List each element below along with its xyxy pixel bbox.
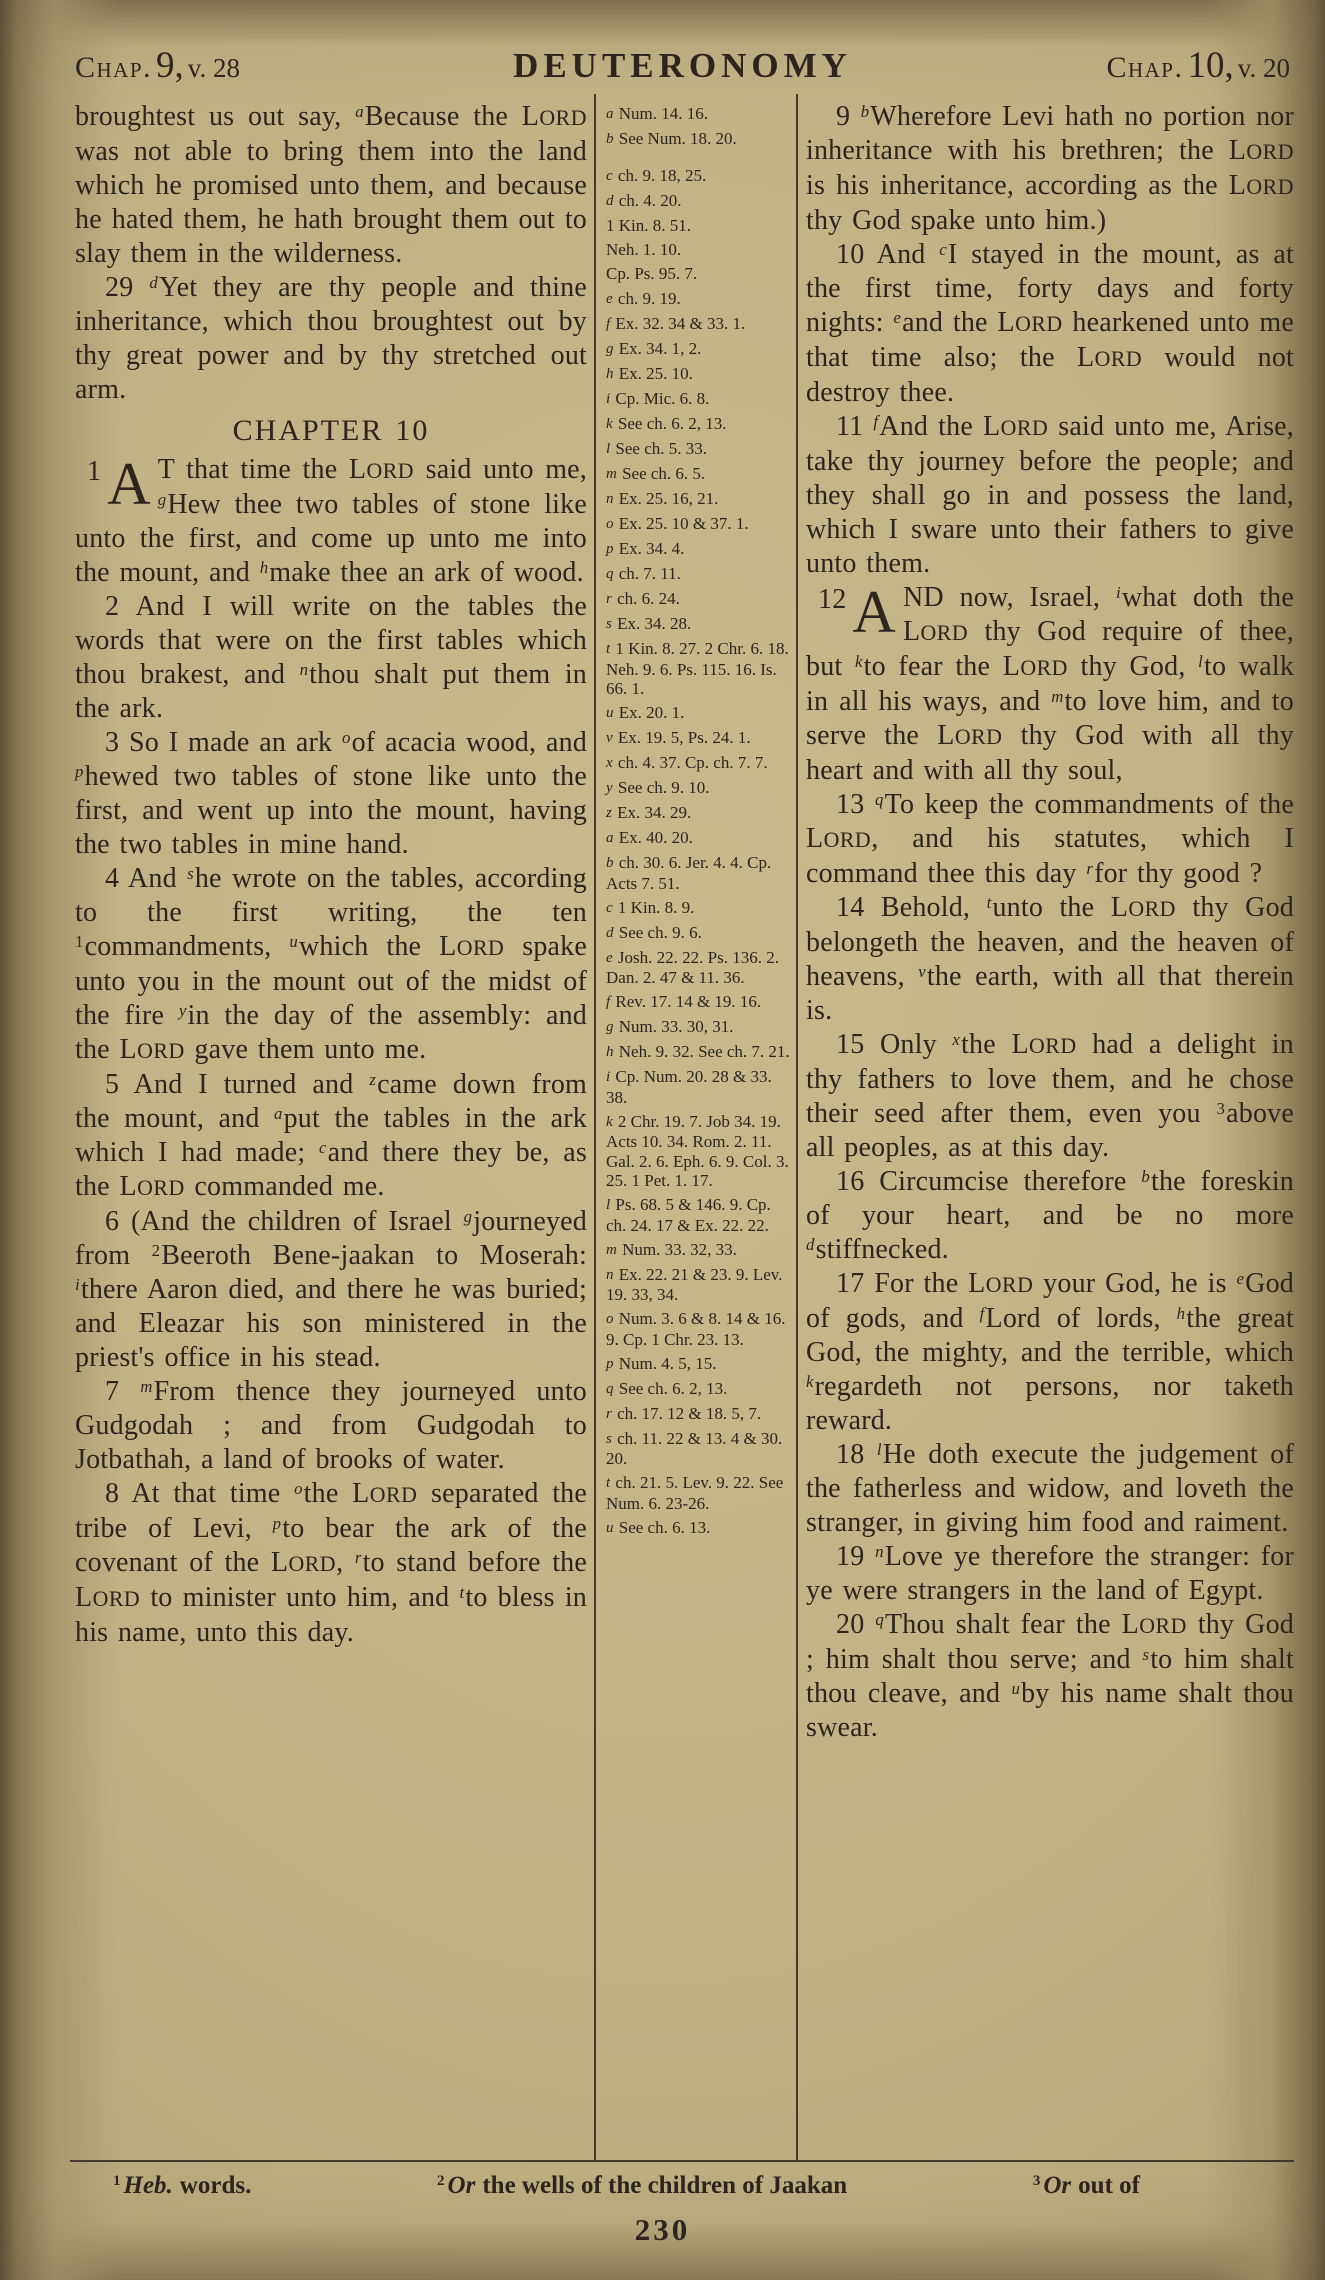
verse-paragraph: 2 And I will write on the tables the words that were on the first tables which thou brakest, and $^n$thou shalt put them in the ark. [75, 591, 587, 724]
divine-name-small-caps: LORD [119, 1171, 185, 1202]
cross-reference-mark: c [319, 1137, 327, 1157]
cross-reference-mark: i [75, 1274, 80, 1294]
cross-reference-entry: o Ex. 25. 10 & 37. 1. [606, 514, 749, 533]
cross-reference-entry: l Ps. 68. 5 & 146. 9. Cp. ch. 24. 17 & Ex. 22. 22. [606, 1195, 771, 1235]
running-head-right [852, 44, 1290, 87]
reference-mark: r [606, 591, 612, 607]
cross-reference-mark: l [1198, 651, 1204, 671]
verse-paragraph: 15 Only $^x$the LORD had a delight in thy fathers to love them, and he chose their seed after them, even you $^3$above all peoples, as at this day. [806, 1029, 1294, 1163]
cross-reference-entry: c 1 Kin. 8. 9. [606, 897, 695, 917]
cross-reference-entry: h Ex. 25. 10. [606, 364, 693, 383]
cross-reference-mark: k [806, 1371, 814, 1391]
divine-name-small-caps: LORD [902, 616, 969, 647]
divine-name-small-caps: LORD [439, 931, 505, 962]
verse-paragraph: 12 A ND now, Israel, $^i$what doth the LORD thy God require of thee, but $^k$to fear the LORD thy God, $^l$to walk in all his ways, and $^m$to love him, and to serve the LORD thy God with all thy heart and with all thy soul, [806, 579, 1295, 786]
cross-reference-mark: s [1142, 1644, 1150, 1664]
footnote-divider [70, 2160, 1294, 2162]
cross-reference-mark: e [893, 307, 902, 327]
cross-reference-entry: g Num. 33. 30, 31. [606, 1017, 734, 1036]
reference-mark: m [606, 1241, 617, 1258]
reference-mark: r [606, 1405, 612, 1422]
cross-reference-entry: q ch. 7. 11. [606, 564, 681, 583]
footnote-lead: Heb. [123, 2172, 173, 2199]
divine-name-small-caps: LORD [968, 1268, 1034, 1299]
verse-reference: v. 20 [1237, 53, 1290, 83]
reference-mark: z [606, 805, 612, 821]
cross-reference-mark: u [1011, 1678, 1021, 1698]
footnote-number: 3 [1032, 2172, 1041, 2189]
cross-reference-entry: v Ex. 19. 5, Ps. 24. 1. [606, 728, 751, 747]
reference-mark: f [606, 316, 611, 332]
cross-reference-mark: i [1115, 582, 1121, 602]
cross-reference-mark: q [875, 789, 884, 809]
footnote-lead: Or [447, 2172, 476, 2199]
cross-reference-entry: n Ex. 25. 16, 21. [606, 489, 719, 508]
cross-reference-entry: e Josh. 22. 22. Ps. 136. 2. Dan. 2. 47 & 11. 36. [606, 947, 779, 987]
cross-reference-entry: Neh. 1. 10. [606, 239, 682, 259]
divine-name-small-caps: LORD [1121, 1609, 1187, 1640]
cross-reference-mark: q [875, 1609, 884, 1629]
reference-mark: x [606, 755, 613, 771]
page-number: 230 [634, 2212, 691, 2247]
cross-reference-mark: a [355, 101, 364, 121]
reference-mark: d [606, 924, 614, 941]
reference-mark: u [606, 1519, 614, 1536]
verse-paragraph: 19 $^n$Love ye therefore the stranger: for ye were strangers in the land of Egypt. [806, 1541, 1294, 1606]
divine-name-small-caps: LORD [1228, 170, 1294, 201]
divine-name-small-caps: LORD [119, 1034, 185, 1065]
cross-reference-mark: r [1086, 858, 1094, 878]
chapter-heading: CHAPTER 10 [232, 414, 430, 447]
reference-mark: h [606, 1044, 614, 1060]
cross-reference-entry: f Rev. 17. 14 & 19. 16. [606, 992, 762, 1011]
reference-mark: i [606, 391, 611, 407]
cross-reference-mark: o [341, 727, 351, 747]
reference-mark: t [606, 1475, 611, 1491]
footnote-mark: 2 [151, 1240, 161, 1260]
divine-name-small-caps: LORD [937, 720, 1003, 751]
cross-reference-entry: a Num. 14. 16. [606, 104, 708, 123]
cross-reference-mark: d [806, 1234, 815, 1254]
footnote-text: the wells of the children of Jaakan [482, 2172, 848, 2199]
cross-reference-mark: y [178, 1000, 187, 1020]
cross-reference-entry: 1 Kin. 8. 51. [606, 215, 691, 235]
cross-reference-entry: i Cp. Mic. 6. 8. [606, 389, 710, 408]
verse-paragraph: 16 Circumcise therefore $^b$the foreskin of your heart, and be no more $^d$stiffnecked. [806, 1166, 1294, 1265]
cross-reference-entry: f Ex. 32. 34 & 33. 1. [606, 314, 746, 333]
reference-mark: b [606, 855, 614, 871]
divine-name-small-caps: LORD [1011, 1029, 1077, 1060]
cross-reference-entry: z Ex. 34. 29. [606, 803, 692, 822]
verse-paragraph: 5 And I turned and $^z$came down from the mount, and $^a$put the tables in the ark which I had made; $^c$and there they be, as the LORD commanded me. [75, 1069, 587, 1202]
reference-mark: k [606, 416, 613, 432]
divine-name-small-caps: LORD [270, 1547, 337, 1578]
cross-reference-mark: g [157, 489, 167, 509]
cross-reference-entry: p Num. 4. 5, 15. [606, 1353, 717, 1373]
verse-paragraph: 3 So I made an ark $^o$of acacia wood, and $^p$hewed two tables of stone like unto the first, and went up into the mount, having the two tables in mine hand. [75, 727, 587, 860]
column-divider-left [594, 94, 596, 2162]
cross-reference-entry: q See ch. 6. 2, 13. [606, 1378, 728, 1398]
cross-reference-mark: f [873, 411, 879, 431]
cross-reference-entry: c ch. 9. 18, 25. [606, 165, 707, 185]
footnote-number: 2 [437, 2172, 445, 2189]
drop-cap [818, 579, 896, 645]
footnote [1033, 2172, 1140, 2200]
drop-cap [87, 451, 151, 517]
verse-paragraph: 4 And $^s$he wrote on the tables, according to the first writing, the ten $^1$commandments, $^u$which the LORD spake unto you in the mount out of the midst of the fire $^y$in the day of the assembly: and the LORD gave them unto me. [75, 863, 587, 1065]
cross-reference-mark: p [272, 1513, 282, 1533]
cross-reference-entry: s Ex. 34. 28. [606, 614, 692, 633]
verse-paragraph: 13 $^q$To keep the commandments of the LORD, and his statutes, which I command thee this day $^r$for thy good ? [806, 789, 1294, 889]
cross-reference-mark: b [860, 101, 870, 121]
verse-paragraph: 10 And $^c$I stayed in the mount, as at the first time, forty days and forty nights: $^e$and the LORD hearkened unto me that time also; the LORD would not destroy thee. [806, 239, 1295, 408]
reference-mark: p [606, 1355, 614, 1372]
running-head [75, 44, 1290, 87]
reference-mark: u [606, 705, 614, 721]
cross-reference-mark: l [876, 1439, 882, 1459]
verse-paragraph: 29 $^d$Yet they are thy people and thine inheritance, which thou broughtest out by thy great power and by thy stretched out arm. [75, 272, 587, 405]
reference-mark: c [606, 899, 613, 916]
cross-reference-mark: k [854, 651, 863, 671]
divine-name-small-caps: LORD [1228, 135, 1294, 166]
cross-reference-entry: e ch. 9. 19. [606, 289, 681, 308]
chapter-label: Chap. [1106, 51, 1184, 84]
chapter-number: 9, [156, 45, 184, 86]
cross-reference-entry: u See ch. 6. 13. [606, 1517, 711, 1537]
cross-reference-entry: y See ch. 9. 10. [606, 778, 710, 797]
cross-reference-mark: u [289, 931, 299, 951]
footnote-number: 1 [113, 2172, 121, 2189]
reference-mark: y [606, 780, 613, 796]
cross-reference-mark: t [986, 892, 992, 912]
cross-reference-entry: m Num. 33. 32, 33. [606, 1239, 737, 1259]
chapter-number: 10, [1187, 45, 1234, 86]
reference-mark: d [606, 192, 614, 209]
running-head-left [75, 44, 513, 87]
cross-reference-entry: l See ch. 5. 33. [606, 439, 708, 458]
footnote-mark: 1 [75, 931, 84, 951]
cross-reference-mark: s [187, 863, 194, 883]
cross-reference-mark: m [1051, 686, 1064, 706]
reference-mark: a [606, 830, 614, 846]
verse-paragraph: 11 $^f$And the LORD said unto me, Arise, take thy journey before the people; and they shall go in and possess the land, which I sware unto their fathers to give unto them. [806, 411, 1295, 579]
cross-reference-entry: k 2 Chr. 19. 7. Job 34. 19. Acts 10. 34. Rom. 2. 11. Gal. 2. 6. Eph. 6. 9. Col. 3. 25. 1 Pet. 1. 17. [606, 1111, 789, 1190]
cross-reference-entry: i Cp. Num. 20. 28 & 33. 38. [606, 1067, 772, 1107]
cross-reference-entry: h Neh. 9. 32. See ch. 7. 21. [606, 1042, 790, 1061]
footnote-lead: Or [1043, 2172, 1072, 2199]
cross-reference-entry: g Ex. 34. 1, 2. [606, 339, 702, 358]
divine-name-small-caps: LORD [806, 823, 872, 854]
verse-paragraph: 14 Behold, $^t$unto the LORD thy God belongeth the heaven, and the heaven of heavens, $^v$the earth, with all that therein is. [806, 892, 1294, 1026]
cross-reference-entry: r ch. 6. 24. [606, 589, 680, 608]
cross-reference-entry: b See Num. 18. 20. [606, 129, 737, 148]
footnote-text: out of [1078, 2172, 1140, 2199]
cross-reference-entry: n Ex. 22. 21 & 23. 9. Lev. 19. 33, 34. [606, 1264, 783, 1304]
cross-reference-entry: a Ex. 40. 20. [606, 828, 693, 847]
right-text-column [806, 100, 1294, 1745]
cross-reference-mark: z [369, 1069, 377, 1089]
reference-mark: n [606, 1266, 614, 1283]
verse-paragraph: 18 $^l$He doth execute the judgement of the fatherless and widow, and loveth the stranger, in giving him food and raiment. [806, 1439, 1295, 1538]
cross-reference-entry: o Num. 3. 6 & 8. 14 & 16. 9. Cp. 1 Chr. 23. 13. [606, 1309, 786, 1349]
cross-reference-entry: Cp. Ps. 95. 7. [606, 263, 698, 283]
reference-mark: e [606, 291, 613, 307]
cross-reference-entry: u Ex. 20. 1. [606, 703, 685, 722]
reference-mark: s [606, 1430, 612, 1447]
cross-reference-mark: n [875, 1541, 884, 1561]
cross-reference-mark: d [149, 272, 158, 292]
divine-name-small-caps: LORD [521, 101, 587, 132]
cross-reference-mark: h [1176, 1303, 1186, 1323]
verse-paragraph: 9 $^b$Wherefore Levi hath no portion nor inheritance with his brethren; the LORD is his inheritance, according as the LORD thy God spake unto him.) [806, 101, 1294, 236]
cross-reference-mark: r [354, 1547, 362, 1567]
reference-mark: m [606, 466, 617, 482]
cross-reference-mark: m [140, 1376, 153, 1396]
verse-paragraph: 6 (And the children of Israel $^g$journeyed from $^2$Beeroth Bene-jaakan to Moserah: $^i$there Aaron died, and there he was buried; and Eleazar his son ministered in the priest's office in his stead. [75, 1206, 587, 1373]
reference-mark: a [606, 106, 614, 122]
reference-mark: l [606, 1197, 611, 1213]
reference-mark: k [606, 1113, 613, 1130]
reference-mark: b [606, 131, 614, 147]
cross-reference-mark: a [274, 1103, 283, 1123]
reference-mark: h [606, 366, 614, 382]
cross-reference-entry: d See ch. 9. 6. [606, 922, 702, 942]
reference-mark: n [606, 491, 614, 507]
reference-mark: q [606, 1380, 614, 1397]
verse-number: 1 [87, 456, 102, 487]
cross-reference-mark: f [979, 1303, 985, 1323]
divine-name-small-caps: LORD [1076, 342, 1143, 373]
footnote [437, 2172, 847, 2200]
drop-cap-letter: A [107, 451, 151, 517]
divine-name-small-caps: LORD [997, 307, 1063, 338]
cross-reference-entry: t 1 Kin. 8. 27. 2 Chr. 6. 18. Neh. 9. 6. Ps. 115. 16. Is. 66. 1. [606, 639, 789, 698]
verse-paragraph: 17 For the LORD your God, he is $^e$God of gods, and $^f$Lord of lords, $^h$the great God, the mighty, and the terrible, which $^k$regardeth not persons, nor taketh reward. [806, 1268, 1295, 1436]
chapter-label: Chap. [75, 51, 153, 84]
reference-mark: c [606, 167, 613, 184]
drop-cap-letter: A [852, 579, 896, 645]
reference-mark: l [606, 441, 611, 457]
cross-reference-mark: g [463, 1206, 473, 1226]
cross-reference-mark: e [1236, 1268, 1245, 1288]
cross-reference-entry: b ch. 30. 6. Jer. 4. 4. Cp. Acts 7. 51. [606, 853, 772, 893]
verse-paragraph: 20 $^q$Thou shalt fear the LORD thy God ; him shalt thou serve; and $^s$to him shalt thou cleave, and $^u$by his name shalt thou swear. [806, 1609, 1294, 1743]
divine-name-small-caps: LORD [348, 454, 415, 485]
verse-paragraph: 1 A T that time the LORD said unto me, $^g$Hew thee two tables of stone like unto the first, and come up unto me into the mount, and $^h$make thee an ark of wood. [75, 451, 587, 588]
cross-reference-entry: r ch. 17. 12 & 18. 5, 7. [606, 1403, 762, 1423]
cross-reference-mark: h [259, 557, 269, 577]
reference-mark: o [606, 1311, 614, 1327]
cross-reference-mark: b [1141, 1166, 1150, 1186]
left-text-column [75, 100, 587, 1650]
cross-reference-entry: t ch. 21. 5. Lev. 9. 22. See Num. 6. 23-26. [606, 1473, 784, 1513]
cross-reference-entry: p Ex. 34. 4. [606, 539, 685, 558]
cross-reference-entry: m See ch. 6. 5. [606, 464, 706, 483]
divine-name-small-caps: LORD [983, 411, 1049, 442]
divine-name-small-caps: LORD [352, 1478, 418, 1509]
verse-paragraph: 7 $^m$From thence they journeyed unto Gudgodah ; and from Gudgodah to Jotbathah, a land of brooks of water. [75, 1376, 587, 1475]
cross-reference-mark: n [299, 659, 309, 679]
reference-mark: p [606, 541, 614, 557]
cross-reference-mark: v [918, 961, 926, 981]
reference-mark: g [606, 1019, 614, 1035]
cross-reference-entry: d ch. 4. 20. [606, 190, 682, 210]
footnotes [75, 2172, 1290, 2200]
cross-reference-entry: x ch. 4. 37. Cp. ch. 7. 7. [606, 753, 768, 772]
cross-reference-column [606, 104, 790, 1543]
column-divider-right [796, 94, 798, 2162]
cross-reference-mark: o [294, 1478, 303, 1498]
divine-name-small-caps: LORD [1110, 892, 1176, 923]
divine-name-small-caps: LORD [1002, 651, 1068, 682]
reference-mark: v [606, 730, 613, 746]
footnote-mark: 3 [1216, 1098, 1226, 1118]
footnote [113, 2172, 251, 2200]
reference-mark: t [606, 641, 611, 657]
verse-number: 12 [818, 584, 847, 615]
verse-reference: v. 28 [187, 53, 241, 83]
cross-reference-entry: s ch. 11. 22 & 13. 4 & 30. 20. [606, 1428, 783, 1468]
cross-reference-mark: p [75, 761, 84, 781]
reference-mark: f [606, 994, 611, 1010]
cross-reference-mark: c [939, 239, 947, 259]
cross-reference-mark: x [952, 1029, 961, 1049]
footnote-text: words. [179, 2172, 252, 2199]
verse-paragraph: 8 At that time $^o$the LORD separated the tribe of Levi, $^p$to bear the ark of the covenant of the LORD, $^r$to stand before the LORD to minister unto him, and $^t$to bless in his name, unto this day. [75, 1478, 588, 1648]
reference-mark: q [606, 566, 614, 582]
reference-mark: e [606, 949, 613, 966]
divine-name-small-caps: LORD [75, 1582, 141, 1613]
cross-reference-entry: k See ch. 6. 2, 13. [606, 414, 727, 433]
verse-paragraph: broughtest us out say, $^a$Because the LORD was not able to bring them into the land which he promised unto them, and because he hated them, he hath brought them out to slay them in the wilderness. [75, 101, 587, 269]
cross-reference-mark: t [459, 1582, 465, 1602]
book-title: DEUTERONOMY [513, 46, 852, 85]
reference-mark: g [606, 341, 614, 357]
reference-mark: s [606, 616, 612, 632]
reference-mark: o [606, 516, 614, 532]
reference-mark: i [606, 1069, 611, 1085]
